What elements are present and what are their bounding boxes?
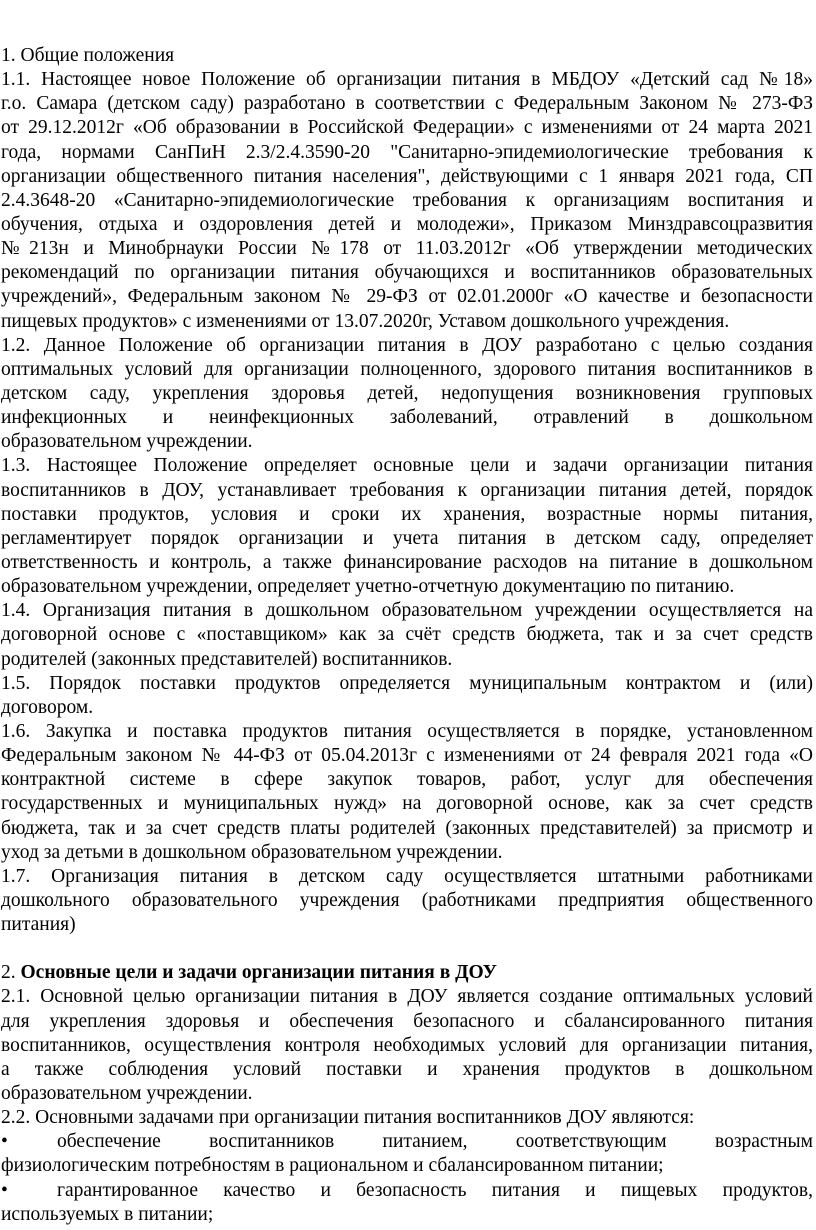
bullet-item-continuation: физиологическим потребностям в рациональном и сбалансированном питании; [1,1155,664,1177]
section-2-line: воспитанников, осуществления контроля необходимых условий для организации питания, [1,1034,813,1056]
section-1-line: Федеральным законом № 44-ФЗ от 05.04.2013г с изменениями от 24 февраля 2021 года «О [1,745,813,767]
section-1-line: договорной основе с «поставщиком» как за счёт средств бюджета, так и за счет средств [1,624,813,646]
section-1-line: 1.7. Организация питания в детском саду осуществляется штатными работниками [1,865,813,887]
section-1-line: образовательном учреждении. [1,431,253,453]
section-gap [1,937,813,961]
section-1-line: №213н и Минобрнауки России №178 от 11.03.2012г «Об утверждении методических [1,238,813,260]
section-1-line: пищевых продуктов» с изменениями от 13.07.2020г, Уставом дошкольного учреждения. [1,310,730,332]
bullet-item-continuation: используемых в питании; [1,1203,214,1225]
section-1-line: регламентирует порядок организации и учета питания в детском саду, определяет [1,527,813,549]
section-1-line: поставки продуктов, условия и сроки их хранения, возрастные нормы питания, [1,503,813,525]
section-1-line: 2.4.3648-20 «Санитарно-эпидемиологические требования к организациям воспитания и [1,189,813,211]
section-1-line: 1.2. Данное Положение об организации питания в ДОУ разработано с целью создания [1,334,813,356]
bullet-text: гарантированное качество и безопасность питания и пищевых продуктов, [57,1179,813,1201]
section-1-line: оптимальных условий для организации полноценного, здорового питания воспитанников в [1,358,813,380]
section-2-line: для укрепления здоровья и обеспечения безопасного и сбалансированного питания [1,1010,813,1032]
section-1-line: питания) [1,914,76,936]
section-2-heading-number: 2. [1,962,21,984]
section-2-line: а также соблюдения условий поставки и хранения продуктов в дошкольном [1,1058,813,1080]
section-2-line: образовательном учреждении. [1,1083,253,1105]
section-1-line: 1.6. Закупка и поставка продуктов питания осуществляется в порядке, установленном [1,720,813,742]
bullet-marker: • [1,1131,8,1153]
section-2-heading-text: Основные цели и задачи организации питания в ДОУ [20,962,497,984]
section-1-line: 1.5. Порядок поставки продуктов определяется муниципальным контрактом и (или) [1,672,813,694]
section-1-line: родителей (законных представителей) воспитанников. [1,648,453,670]
section-1-line: государственных и муниципальных нужд» на договорной основе, как за счет средств [1,793,813,815]
section-1-body [1,68,813,937]
section-1-line: 1.1. Настоящее новое Положение об организации питания в МБДОУ «Детский сад №18» [1,69,813,91]
section-1-line: от 29.12.2012г «Об образовании в Российской Федерации» с изменениями от 24 марта 2021 [1,117,813,139]
section-2-line: 2.1. Основной целью организации питания в ДОУ является создание оптимальных условий [1,986,813,1008]
section-1-line: дошкольного образовательного учреждения (работниками предприятия общественного [1,889,813,911]
section-1-line: г.о. Самара (детском саду) разработано в соответствии с Федеральным Законом № 273-ФЗ [1,93,813,115]
section-1-line: образовательном учреждении, определяет учетно-отчетную документацию по питанию. [1,576,735,598]
section-2-bullets [1,1130,813,1227]
section-1-line: 1.3. Настоящее Положение определяет основные цели и задачи организации питания [1,455,813,477]
section-2-heading [1,961,813,985]
section-1-line: контрактной системе в сфере закупок товаров, работ, услуг для обеспечения [1,769,813,791]
section-1-line: организации общественного питания населения", действующими с 1 января 2021 года, СП [1,165,813,187]
section-1-line: уход за детьми в дошкольном образовательном учреждении. [1,841,503,863]
section-2-line: 2.2. Основными задачами при организации питания воспитанников ДОУ являются: [1,1107,695,1129]
bullet-item-first-line [1,1130,813,1154]
bullet-marker: • [1,1179,8,1201]
bullet-item-first-line [1,1179,813,1203]
section-1-line: учреждений», Федеральным законом № 29-ФЗ от 02.01.2000г «О качестве и безопасности [1,286,813,308]
section-2-body [1,985,813,1130]
section-1-line: обучения, отдыха и оздоровления детей и молодежи», Приказом Минздравсоцразвития [1,213,813,235]
section-1-heading: 1. Общие положения [1,45,175,66]
document-page [0,44,816,1227]
section-1-line: 1.4. Организация питания в дошкольном образовательном учреждении осуществляется на [1,600,813,622]
section-1-line: воспитанников в ДОУ, устанавливает требования к организации питания детей, порядок [1,479,813,501]
section-1-line: договором. [1,696,94,718]
section-1-line: рекомендаций по организации питания обучающихся и воспитанников образовательных [1,262,813,284]
section-1-line: бюджета, так и за счет средств платы родителей (законных представителей) за присмотр и [1,817,813,839]
section-1-line: детском саду, укрепления здоровья детей, недопущения возникновения групповых [1,382,813,404]
section-1-line: инфекционных и неинфекционных заболеваний, отравлений в дошкольном [1,407,813,429]
section-1-line: ответственность и контроль, а также финансирование расходов на питание в дошкольном [1,551,813,573]
bullet-text: обеспечение воспитанников питанием, соответствующим возрастным [57,1131,813,1153]
section-1-line: года, нормами СанПиН 2.3/2.4.3590-20 "Санитарно-эпидемиологические требования к [1,141,813,163]
